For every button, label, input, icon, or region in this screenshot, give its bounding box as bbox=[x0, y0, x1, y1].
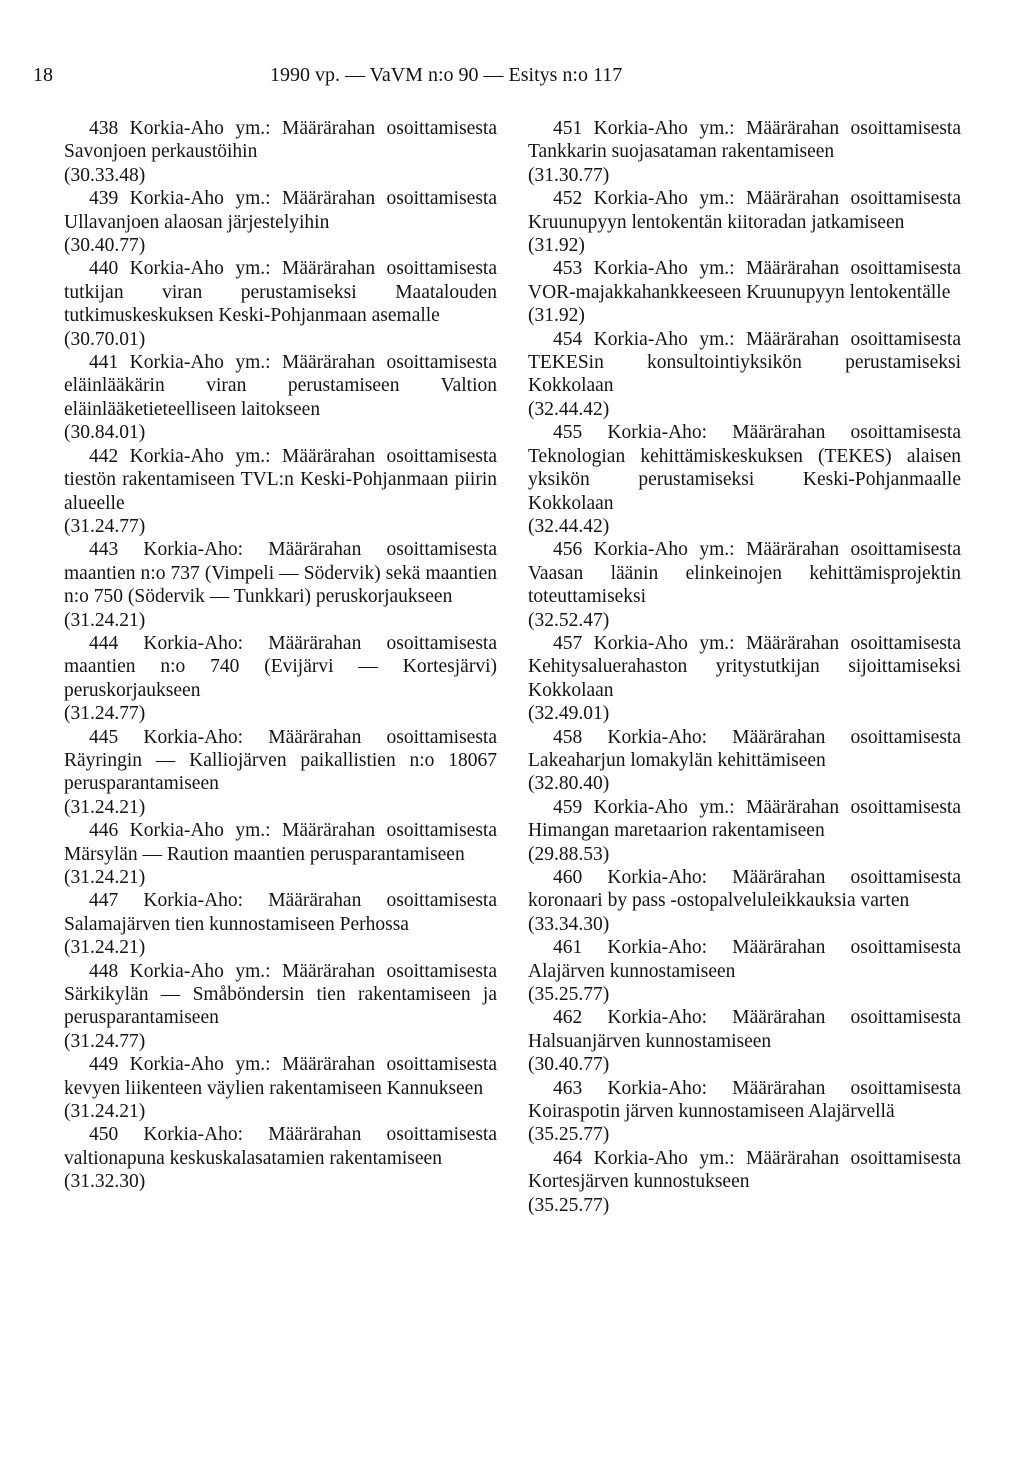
budget-item-code: (31.92) bbox=[528, 235, 585, 257]
motion-entry bbox=[64, 445, 497, 539]
running-title: 1990 vp. — VaVM n:o 90 — Esitys n:o 117 bbox=[270, 64, 623, 86]
motion-text: 452 Korkia-Aho ym.: Määrärahan osoittamisesta Kruunupyyn lentokentän kiitoradan jatkamiseen bbox=[528, 188, 961, 233]
motion-entry bbox=[528, 1006, 961, 1076]
motion-text: 442 Korkia-Aho ym.: Määrärahan osoittamisesta tiestön rakentamiseen TVL:n Keski-Pohjanmaan piirin alueelle bbox=[64, 445, 497, 514]
motion-entry bbox=[528, 726, 961, 796]
motion-entry bbox=[64, 819, 497, 889]
motion-text: 440 Korkia-Aho ym.: Määrärahan osoittamisesta tutkijan viran perustamiseksi Maatalouden tutkimuskeskuksen Keski-Pohjanmaan asemalle bbox=[64, 258, 497, 327]
motion-text: 455 Korkia-Aho: Määrärahan osoittamisesta Teknologian kehittämiskeskuksen (TEKES) alaisen yksikön perustamiseksi Keski-Pohjanmaalle Kokkolaan bbox=[528, 422, 961, 514]
motion-text: 451 Korkia-Aho ym.: Määrärahan osoittamisesta Tankkarin suojasataman rakentamiseen bbox=[528, 118, 961, 163]
motion-text: 462 Korkia-Aho: Määrärahan osoittamisesta Halsuanjärven kunnostamiseen bbox=[528, 1007, 961, 1052]
page-header bbox=[33, 60, 723, 90]
budget-item-code: (32.52.47) bbox=[528, 609, 610, 631]
motion-entry bbox=[64, 632, 497, 726]
budget-item-code: (31.24.77) bbox=[64, 703, 146, 725]
budget-item-code: (32.44.42) bbox=[528, 398, 610, 420]
motion-text: 460 Korkia-Aho: Määrärahan osoittamisesta koronaari by pass -ostopalveluleikkauksia varten bbox=[528, 867, 961, 912]
motion-text: 444 Korkia-Aho: Määrärahan osoittamisesta maantien n:o 740 (Evijärvi — Kortesjärvi) peruskorjaukseen bbox=[64, 632, 497, 701]
budget-item-code: (31.24.21) bbox=[64, 796, 146, 818]
page-number: 18 bbox=[33, 64, 53, 86]
motion-entry bbox=[528, 936, 961, 1006]
motion-entry bbox=[528, 1077, 961, 1147]
motion-entry bbox=[64, 257, 497, 351]
motion-entry bbox=[64, 1053, 497, 1123]
motion-entry bbox=[64, 889, 497, 959]
motion-entry bbox=[528, 117, 961, 187]
motion-text: 446 Korkia-Aho ym.: Määrärahan osoittamisesta Märsylän — Raution maantien perusparantamiseen bbox=[64, 820, 497, 865]
motion-text: 445 Korkia-Aho: Määrärahan osoittamisesta Räyringin — Kalliojärven paikallistien n:o 18067 perusparantamiseen bbox=[64, 726, 497, 795]
motion-entry bbox=[528, 257, 961, 327]
motion-entry bbox=[64, 1123, 497, 1193]
motion-text: 441 Korkia-Aho ym.: Määrärahan osoittamisesta eläinlääkärin viran perustamiseen Valtion eläinlääketieteelliseen laitokseen bbox=[64, 352, 497, 420]
motion-entry bbox=[64, 351, 497, 445]
right-column bbox=[528, 117, 961, 1217]
budget-item-code: (32.49.01) bbox=[528, 703, 610, 725]
motion-text: 463 Korkia-Aho: Määrärahan osoittamisesta Koiraspotin järven kunnostamiseen Alajärvellä bbox=[528, 1077, 961, 1123]
motion-text: 438 Korkia-Aho ym.: Määrärahan osoittamisesta Savonjoen perkaustöihin bbox=[64, 118, 497, 163]
motion-text: 439 Korkia-Aho ym.: Määrärahan osoittamisesta Ullavanjoen alaosan järjestelyihin bbox=[64, 188, 497, 233]
motion-entry bbox=[528, 187, 961, 257]
motion-text: 443 Korkia-Aho: Määrärahan osoittamisesta maantien n:o 737 (Vimpeli — Södervik) sekä maantien n:o 750 (Södervik — Tunkkari) peruskorjaukseen bbox=[64, 539, 497, 608]
motion-text: 449 Korkia-Aho ym.: Määrärahan osoittamisesta kevyen liikenteen väylien rakentamiseen Kannukseen bbox=[64, 1054, 497, 1099]
motion-entry bbox=[64, 960, 497, 1054]
budget-item-code: (35.25.77) bbox=[528, 984, 610, 1006]
budget-item-code: (30.70.01) bbox=[64, 328, 146, 350]
motion-text: 454 Korkia-Aho ym.: Määrärahan osoittamisesta TEKESin konsultointiyksikön perustamiseksi Kokkolaan bbox=[528, 328, 961, 397]
motion-entry bbox=[528, 538, 961, 632]
budget-item-code: (33.34.30) bbox=[528, 913, 610, 935]
motion-entry bbox=[528, 1147, 961, 1217]
budget-item-code: (31.24.21) bbox=[64, 867, 146, 888]
budget-item-code: (35.25.77) bbox=[528, 1124, 610, 1146]
motion-text: 453 Korkia-Aho ym.: Määrärahan osoittamisesta VOR-majakkahankkeeseen Kruunupyyn lentokentälle bbox=[528, 258, 961, 303]
budget-item-code: (32.80.40) bbox=[528, 773, 610, 795]
motion-text: 457 Korkia-Aho ym.: Määrärahan osoittamisesta Kehitysaluerahaston yritystutkijan sijoittamiseksi Kokkolaan bbox=[528, 632, 961, 701]
budget-item-code: (31.32.30) bbox=[64, 1171, 146, 1193]
budget-item-code: (32.44.42) bbox=[528, 515, 610, 537]
budget-item-code: (31.24.21) bbox=[64, 609, 146, 631]
motion-entry bbox=[64, 538, 497, 632]
motion-entry bbox=[528, 328, 961, 422]
motion-entry bbox=[528, 421, 961, 538]
budget-item-code: (29.88.53) bbox=[528, 843, 610, 865]
motion-text: 458 Korkia-Aho: Määrärahan osoittamisesta Lakeaharjun lomakylän kehittämiseen bbox=[528, 726, 961, 771]
motion-text: 456 Korkia-Aho ym.: Määrärahan osoittamisesta Vaasan läänin elinkeinojen kehittämisprojektin toteuttamiseksi bbox=[528, 539, 961, 608]
motion-text: 464 Korkia-Aho ym.: Määrärahan osoittamisesta Kortesjärven kunnostukseen bbox=[528, 1147, 961, 1193]
budget-item-code: (35.25.77) bbox=[528, 1194, 610, 1216]
budget-item-code: (30.33.48) bbox=[64, 164, 146, 186]
motion-text: 459 Korkia-Aho ym.: Määrärahan osoittamisesta Himangan maretaarion rakentamiseen bbox=[528, 796, 961, 842]
motion-entry bbox=[528, 796, 961, 866]
budget-item-code: (31.24.77) bbox=[64, 1030, 146, 1052]
motion-entry bbox=[64, 187, 497, 257]
motion-text: 461 Korkia-Aho: Määrärahan osoittamisesta Alajärven kunnostamiseen bbox=[528, 937, 961, 982]
budget-item-code: (30.84.01) bbox=[64, 422, 146, 444]
budget-item-code: (31.92) bbox=[528, 305, 585, 327]
motion-entry bbox=[528, 866, 961, 936]
motion-text: 447 Korkia-Aho: Määrärahan osoittamisesta Salamajärven tien kunnostamiseen Perhossa bbox=[64, 890, 497, 935]
left-column bbox=[64, 117, 497, 1194]
budget-item-code: (31.24.77) bbox=[64, 515, 146, 537]
budget-item-code: (31.24.21) bbox=[64, 1101, 146, 1123]
motion-entry bbox=[64, 117, 497, 187]
budget-item-code: (31.24.21) bbox=[64, 937, 146, 959]
budget-item-code: (30.40.77) bbox=[64, 235, 146, 257]
motion-text: 450 Korkia-Aho: Määrärahan osoittamisesta valtionapuna keskuskalasatamien rakentamiseen bbox=[64, 1124, 497, 1169]
motion-text: 448 Korkia-Aho ym.: Määrärahan osoittamisesta Särkikylän — Småböndersin tien rakentamiseen ja perusparantamiseen bbox=[64, 960, 497, 1029]
budget-item-code: (30.40.77) bbox=[528, 1054, 610, 1076]
budget-item-code: (31.30.77) bbox=[528, 164, 610, 186]
motion-entry bbox=[528, 632, 961, 726]
motion-entry bbox=[64, 726, 497, 820]
